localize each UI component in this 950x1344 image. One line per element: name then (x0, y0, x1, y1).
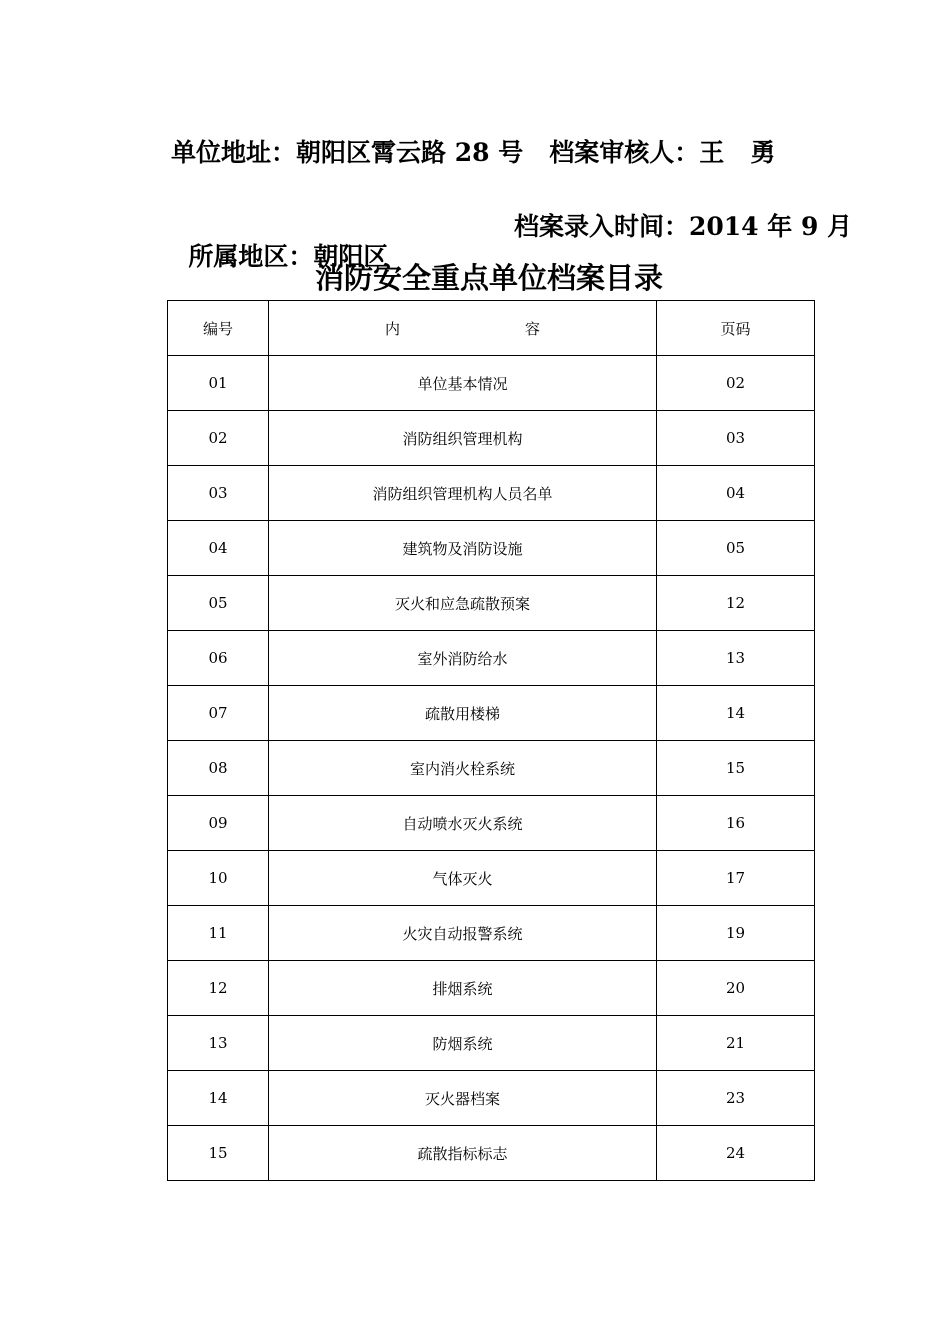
table-header-row (168, 301, 815, 356)
cell-page: 14 (657, 686, 815, 741)
header-content-label: 内容 (385, 319, 540, 338)
cell-number: 09 (168, 796, 269, 851)
cell-content: 防烟系统 (269, 1016, 657, 1071)
cell-content: 火灾自动报警系统 (269, 906, 657, 961)
cell-number: 11 (168, 906, 269, 961)
table-row (168, 411, 815, 466)
cell-content: 自动喷水灭火系统 (269, 796, 657, 851)
table-row (168, 686, 815, 741)
cell-content: 单位基本情况 (269, 356, 657, 411)
cell-content: 灭火和应急疏散预案 (269, 576, 657, 631)
cell-number: 02 (168, 411, 269, 466)
cell-content: 灭火器档案 (269, 1071, 657, 1126)
cell-number: 04 (168, 521, 269, 576)
header-content (269, 301, 657, 356)
table-row (168, 466, 815, 521)
cell-number: 12 (168, 961, 269, 1016)
cell-page: 17 (657, 851, 815, 906)
table-row (168, 1016, 815, 1071)
cell-number: 06 (168, 631, 269, 686)
cell-number: 05 (168, 576, 269, 631)
table-row (168, 1126, 815, 1181)
cell-page: 19 (657, 906, 815, 961)
cell-page: 03 (657, 411, 815, 466)
cell-content: 建筑物及消防设施 (269, 521, 657, 576)
cell-content: 消防组织管理机构 (269, 411, 657, 466)
table-row (168, 356, 815, 411)
cell-content: 疏散指标标志 (269, 1126, 657, 1181)
cell-content: 室内消火栓系统 (269, 741, 657, 796)
cell-number: 01 (168, 356, 269, 411)
table-row (168, 741, 815, 796)
table-row (168, 851, 815, 906)
cell-number: 07 (168, 686, 269, 741)
table-row (168, 796, 815, 851)
cell-content: 消防组织管理机构人员名单 (269, 466, 657, 521)
cell-page: 24 (657, 1126, 815, 1181)
cell-page: 16 (657, 796, 815, 851)
cell-page: 12 (657, 576, 815, 631)
cell-number: 03 (168, 466, 269, 521)
cell-number: 10 (168, 851, 269, 906)
unit-address-line: 单位地址：朝阳区霄云路 28 号 档案审核人：王 勇 (171, 138, 776, 167)
cell-page: 05 (657, 521, 815, 576)
cell-number: 08 (168, 741, 269, 796)
cell-number: 15 (168, 1126, 269, 1181)
district-text: 所属地区：朝阳区 (188, 242, 389, 271)
cell-content: 排烟系统 (269, 961, 657, 1016)
table-row (168, 961, 815, 1016)
header-number: 编号 (168, 301, 269, 356)
table-row (168, 521, 815, 576)
header-page: 页码 (657, 301, 815, 356)
table-row (168, 631, 815, 686)
cell-page: 02 (657, 356, 815, 411)
cell-page: 15 (657, 741, 815, 796)
page-title: 消防安全重点单位档案目录 (314, 261, 663, 295)
table-row (168, 906, 815, 961)
cell-page: 13 (657, 631, 815, 686)
table-row (168, 576, 815, 631)
catalog-table (167, 300, 815, 1181)
cell-content: 气体灭火 (269, 851, 657, 906)
cell-page: 23 (657, 1071, 815, 1126)
cell-page: 21 (657, 1016, 815, 1071)
cell-number: 14 (168, 1071, 269, 1126)
cell-number: 13 (168, 1016, 269, 1071)
cell-page: 04 (657, 466, 815, 521)
table-row (168, 1071, 815, 1126)
cell-content: 疏散用楼梯 (269, 686, 657, 741)
cell-page: 20 (657, 961, 815, 1016)
cell-content: 室外消防给水 (269, 631, 657, 686)
entry-time-text: 档案录入时间：2014 年 9 月 (514, 212, 853, 241)
